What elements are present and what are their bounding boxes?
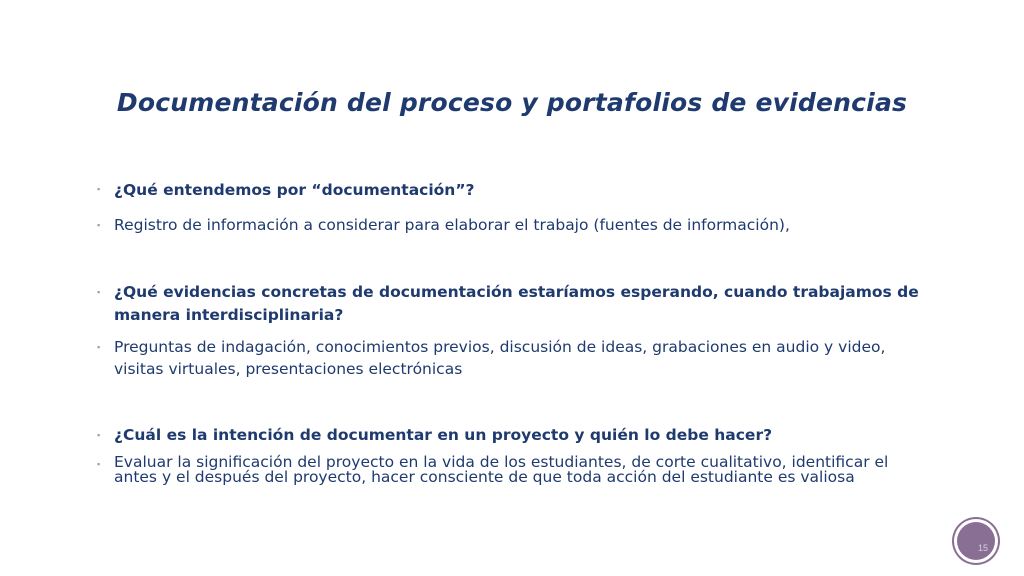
bullet-marker-icon: ▪ <box>97 342 101 352</box>
bullet-marker-icon: ▪ <box>97 459 101 469</box>
page-number: 15 <box>977 543 988 553</box>
bullet-answer-2: Preguntas de indagación, conocimientos previos, discusión de ideas, grabaciones en audio y video, visitas virtuales, presentaciones electrónicas <box>114 338 886 378</box>
bullet-question-1: ¿Qué entendemos por “documentación”? <box>114 181 475 199</box>
bullet-question-3: ¿Cuál es la intención de documentar en un proyecto y quién lo debe hacer? <box>114 426 773 444</box>
bullet-marker-icon: ▪ <box>97 287 101 297</box>
bullet-answer-3: Evaluar la significación del proyecto en la vida de los estudiantes, de corte cualitativo, identificar el antes y el después del proyecto, hacer consciente de que toda acción del estudiante es valiosa <box>114 453 889 486</box>
bullet-marker-icon: ▪ <box>97 184 101 194</box>
bullet-answer-1: Registro de información a considerar para elaborar el trabajo (fuentes de información), <box>114 216 790 234</box>
bullet-question-2: ¿Qué evidencias concretas de documentación estaríamos esperando, cuando trabajamos de manera interdisciplinaria? <box>114 283 919 324</box>
bullet-marker-icon: ▪ <box>97 220 101 230</box>
slide-title: Documentación del proceso y portafolios de evidencias <box>116 88 908 117</box>
page-number-badge <box>957 522 995 560</box>
bullet-marker-icon: ▪ <box>97 430 101 440</box>
